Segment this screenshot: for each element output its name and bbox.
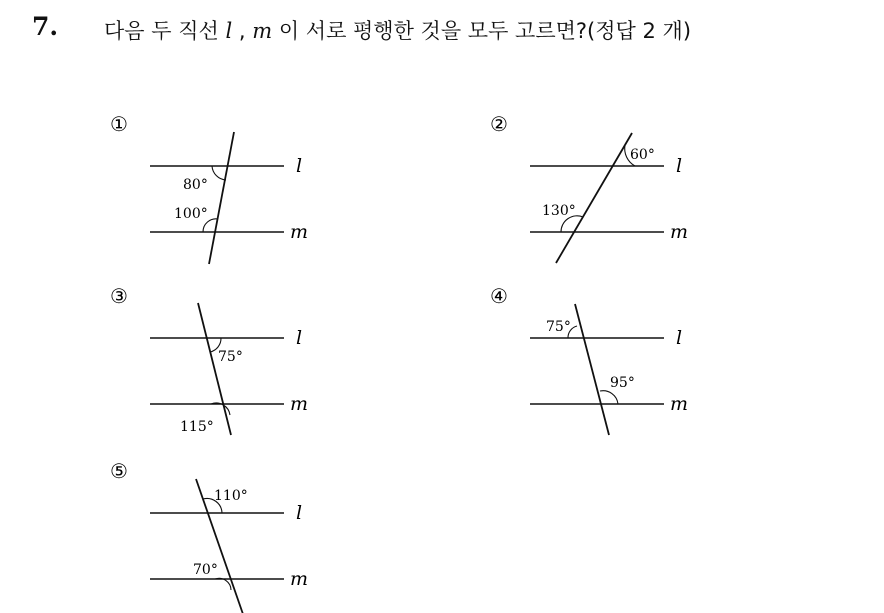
- option-1-figure: [100, 100, 340, 280]
- angle-label-bottom: 130°: [542, 203, 576, 219]
- angle-arc: [212, 166, 226, 180]
- option-2-marker: ②: [490, 112, 508, 136]
- line-l-label: l: [296, 502, 303, 524]
- option-4-marker: ④: [490, 284, 508, 308]
- option-1-marker: ①: [110, 112, 128, 136]
- line-m-label: m: [290, 221, 309, 243]
- line-l-label: l: [296, 155, 303, 177]
- line-l-label: l: [676, 155, 683, 177]
- angle-label-top: 75°: [546, 319, 571, 335]
- line-m-label: m: [290, 568, 309, 590]
- transversal: [575, 304, 609, 435]
- angle-label-top: 80°: [183, 177, 208, 193]
- angle-arc: [215, 578, 231, 590]
- option-3-marker: ③: [110, 284, 128, 308]
- option-5-figure: [100, 447, 340, 613]
- option-2-figure: [480, 100, 720, 280]
- angle-label-top: 75°: [218, 349, 243, 365]
- separator: ,: [232, 19, 253, 43]
- angle-arc: [600, 391, 618, 404]
- question-text: [104, 15, 691, 45]
- variable-m: m: [252, 19, 273, 43]
- line-m-label: m: [670, 393, 689, 415]
- transversal: [556, 133, 632, 263]
- angle-label-bottom: 95°: [610, 375, 635, 391]
- option-5-marker: ⑤: [110, 459, 128, 483]
- angle-label-top: 110°: [214, 488, 248, 504]
- line-l-label: l: [676, 327, 683, 349]
- angle-label-bottom: 100°: [174, 206, 208, 222]
- option-4-figure: [480, 272, 720, 452]
- angle-arc: [211, 403, 230, 415]
- angle-label-bottom: 70°: [193, 562, 218, 578]
- transversal: [209, 132, 234, 264]
- line-m-label: m: [670, 221, 689, 243]
- transversal: [198, 303, 231, 435]
- option-3-figure: [100, 272, 340, 452]
- line-l-label: l: [296, 327, 303, 349]
- question-text-part: 다음 두 직선: [104, 19, 226, 43]
- line-m-label: m: [290, 393, 309, 415]
- angle-label-bottom: 115°: [180, 419, 214, 435]
- angle-label-top: 60°: [630, 147, 655, 163]
- variable-l: l: [225, 19, 233, 43]
- question-text-part: 이 서로 평행한 것을 모두 고르면?(정답 2 개): [272, 19, 692, 43]
- question-number: 7.: [32, 12, 59, 41]
